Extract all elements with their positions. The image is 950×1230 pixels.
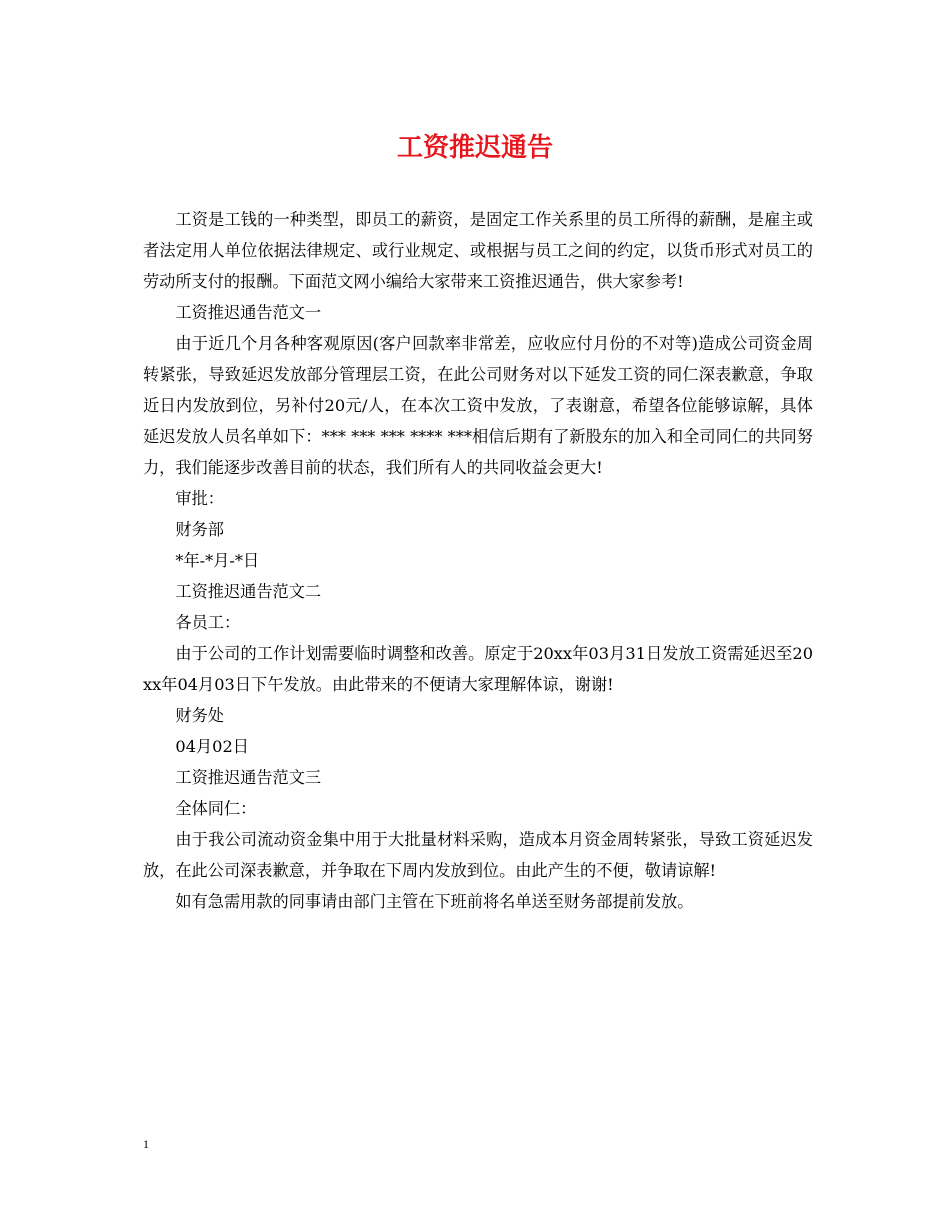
sample-2-date: 04月02日 xyxy=(175,737,249,756)
page-number: 1 xyxy=(143,1137,149,1151)
sample-1-date: *年-*月-*日 xyxy=(175,551,260,570)
sample-1-approval-label: 审批： xyxy=(175,489,224,508)
sample-heading-2: 工资推迟通告范文二 xyxy=(175,582,322,601)
sample-1-body: 由于近几个月各种客观原因(客户回款率非常差，应收应付月份的不对等)造成公司资金周转紧张，导致延迟发放部分管理层工资，在此公司财务对以下延发工资的同仁深表歉意，争取近日内发放到位，另补付20元/人，在本次工资中发放，了表谢意，希望各位能够谅解，具体延迟发放人员名单如下：*** *** *** **** ***相信后期有了新股东的加入和全司同仁的共同努力，我们能逐步改善目前的状态，我们所有人的共同收益会更大! xyxy=(143,334,813,477)
sample-2-department: 财务处 xyxy=(175,706,224,725)
sample-heading-3: 工资推迟通告范文三 xyxy=(175,768,322,787)
sample-2-salutation: 各员工： xyxy=(175,613,241,632)
intro-paragraph: 工资是工钱的一种类型，即员工的薪资，是固定工作关系里的员工所得的薪酬，是雇主或者法定用人单位依据法律规定、或行业规定、或根据与员工之间的约定，以货币形式对员工的劳动所支付的报酬。下面范文网小编给大家带来工资推迟通告，供大家参考! xyxy=(143,210,813,291)
document-title: 工资推迟通告 xyxy=(396,133,553,163)
sample-3-note: 如有急需用款的同事请由部门主管在下班前将名单送至财务部提前发放。 xyxy=(175,892,694,911)
sample-3-salutation: 全体同仁： xyxy=(175,799,257,818)
sample-heading-1: 工资推迟通告范文一 xyxy=(175,303,322,322)
document-body xyxy=(143,204,813,917)
sample-1-department: 财务部 xyxy=(175,520,224,539)
sample-3-body: 由于我公司流动资金集中用于大批量材料采购，造成本月资金周转紧张，导致工资延迟发放，在此公司深表歉意，并争取在下周内发放到位。由此产生的不便，敬请谅解! xyxy=(143,830,813,880)
sample-2-body: 由于公司的工作计划需要临时调整和改善。原定于20xx年03月31日发放工资需延迟至20xx年04月03日下午发放。由此带来的不便请大家理解体谅，谢谢! xyxy=(143,644,813,694)
